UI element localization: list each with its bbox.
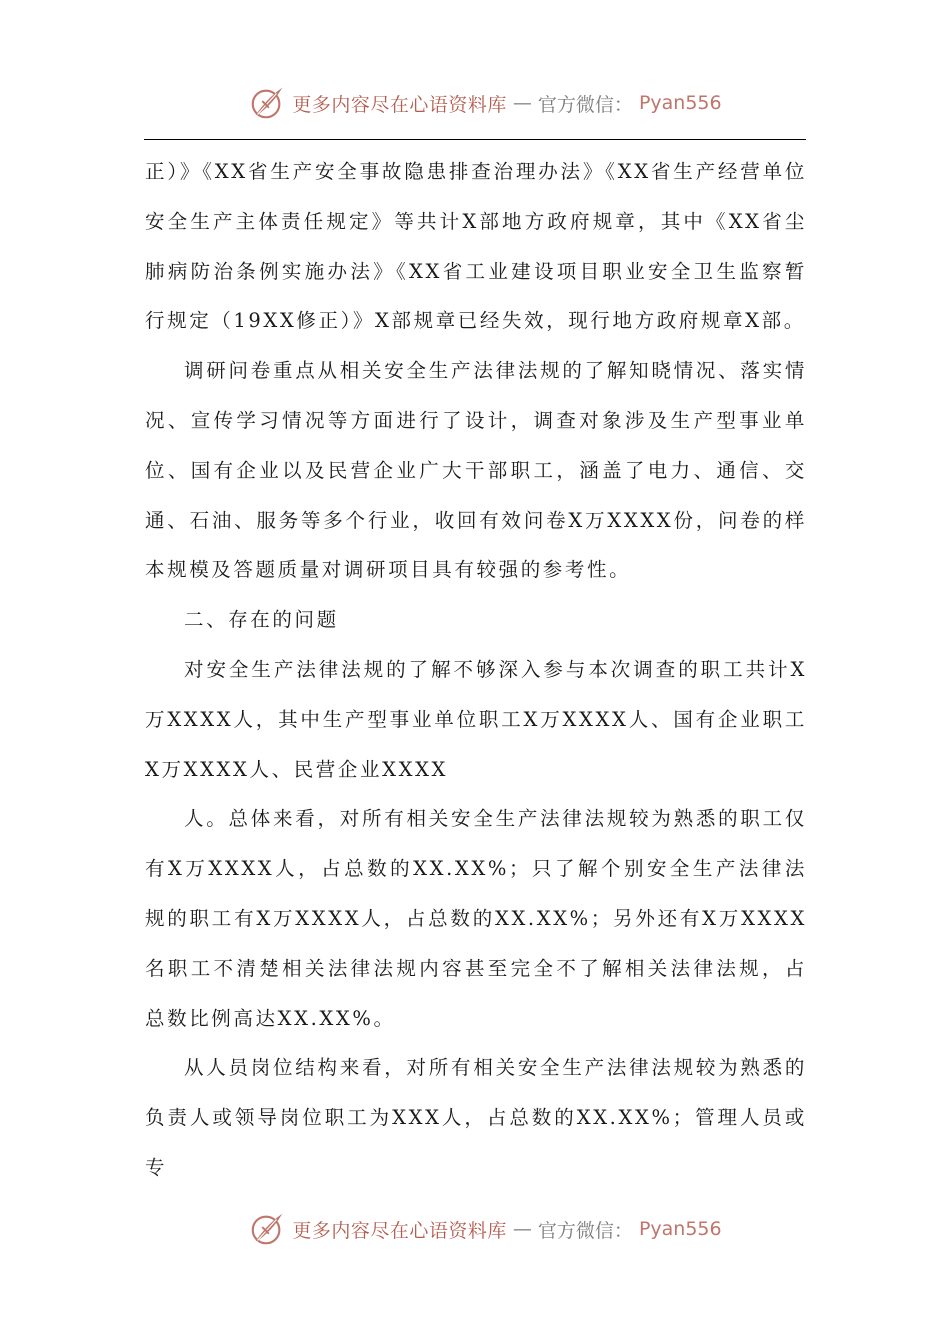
- header-wechat-label: 官方微信：: [537, 93, 633, 116]
- paragraph-2: 调研问卷重点从相关安全生产法律法规的了解知晓情况、落实情况、宣传学习情况等方面进行了设计，调查对象涉及生产型事业单位、国有企业以及民营企业广大干部职工，涵盖了电力、通信、交通、石油、服务等多个行业，收回有效问卷X万XXXX份，问卷的样本规模及答题质量对调研项目具有较强的参考性。: [145, 359, 807, 582]
- document-body: [145, 147, 807, 1193]
- quill-logo-icon: [248, 84, 286, 122]
- paragraph-1: 正）》《XX省生产安全事故隐患排查治理办法》《XX省生产经营单位安全生产主体责任规定》等共计X部地方政府规章，其中《XX省尘肺病防治条例实施办法》《XX省工业建设项目职业安全卫生监察暂行规定（19XX修正）》X部规章已经失效，现行地方政府规章X部。: [145, 160, 807, 333]
- section-heading: 二、存在的问题: [184, 608, 339, 632]
- header-brand-text: 更多内容尽在心语资料库: [292, 93, 507, 116]
- quill-logo-icon: [248, 1210, 286, 1248]
- footer-brand-text: 更多内容尽在心语资料库: [292, 1219, 507, 1242]
- footer-wechat-id: Pyan556: [638, 1218, 722, 1240]
- paragraph-5: 从人员岗位结构来看，对所有相关安全生产法律法规较为熟悉的负责人或领导岗位职工为XXX人，占总数的XX.XX%；管理人员或专: [145, 1056, 807, 1179]
- footer-dash: —: [512, 1218, 532, 1240]
- header-banner-content: [248, 84, 721, 122]
- footer-wechat-label: 官方微信：: [537, 1219, 633, 1242]
- header-banner: [0, 78, 950, 128]
- paragraph-4: 人。总体来看，对所有相关安全生产法律法规较为熟悉的职工仅有X万XXXX人，占总数的XX.XX%；只了解个别安全生产法律法规的职工有X万XXXX人，占总数的XX.XX%；另外还有X万XXXX名职工不清楚相关法律法规内容甚至完全不了解相关法律法规，占总数比例高达XX.XX%。: [145, 807, 807, 1030]
- header-wechat-id: Pyan556: [638, 92, 722, 114]
- header-dash: —: [512, 92, 532, 114]
- footer-banner-content: [248, 1210, 721, 1248]
- header-divider: [144, 139, 806, 140]
- footer-banner: [0, 1204, 950, 1254]
- paragraph-3: 对安全生产法律法规的了解不够深入参与本次调查的职工共计X万XXXX人，其中生产型事业单位职工X万XXXX人、国有企业职工X万XXXX人、民营企业XXXX: [145, 657, 807, 781]
